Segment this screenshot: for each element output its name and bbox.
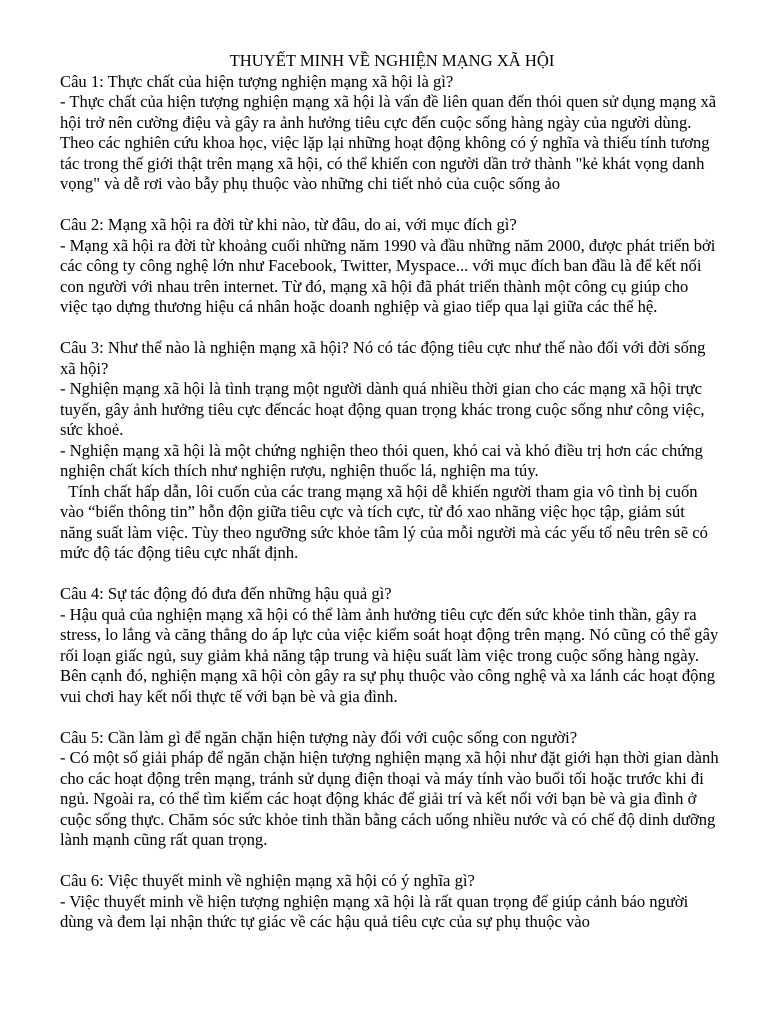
answer-paragraph: - Việc thuyết minh về hiện tượng nghiện mạng xã hội là rất quan trọng để giúp cảnh báo người dùng và đem lại nhận thức tự giác về các hậu quả tiêu cực của sự phụ thuộc vào xyxy=(60,891,689,931)
answer-paragraph: - Nghiện mạng xã hội là tình trạng một người dành quá nhiều thời gian cho các mạng xã hội trực tuyến, gây ảnh hưởng tiêu cực đếncác hoạt động quan trọng khác trong cuộc sống như công việc, sức khoẻ. xyxy=(60,379,705,439)
answer-paragraph: - Nghiện mạng xã hội là một chứng nghiện theo thói quen, khó cai và khó điều trị hơn các chứng nghiện chất kích thích như nghiện rượu, nghiện thuốc lá, nghiện ma túy. xyxy=(60,440,703,480)
question-heading: Câu 1: Thực chất của hiện tượng nghiện mạng xã hội là gì? xyxy=(60,71,454,91)
section-5 xyxy=(60,728,720,851)
document-title: THUYẾT MINH VỀ NGHIỆN MẠNG XÃ HỘI xyxy=(229,51,555,70)
answer-paragraph: - Có một số giải pháp để ngăn chặn hiện tượng nghiện mạng xã hội như đặt giới hạn thời gian dành cho các hoạt động trên mạng, tránh sử dụng điện thoại và máy tính vào buổi tối hoặc trước khi đi ngủ. Ngoài ra, có thể tìm kiếm các hoạt động khác để giải trí và kết nối với bạn bè và gia đình ở cuộc sống thực. Chăm sóc sức khỏe tinh thần bằng cách uống nhiều nước và có chế độ dinh dưỡng lành mạnh cũng rất quan trọng. xyxy=(60,748,719,849)
question-heading: Câu 3: Như thế nào là nghiện mạng xã hội? Nó có tác động tiêu cực như thế nào đối với đời sống xã hội? xyxy=(60,338,706,378)
section-1 xyxy=(60,72,720,195)
question-heading: Câu 6: Việc thuyết minh về nghiện mạng xã hội có ý nghĩa gì? xyxy=(60,871,475,890)
question-heading: Câu 5: Cần làm gì để ngăn chặn hiện tượng này đối với cuộc sống con người? xyxy=(60,727,578,747)
document-page xyxy=(60,51,720,953)
answer-paragraph: - Thực chất của hiện tượng nghiện mạng xã hội là vấn đề liên quan đến thói quen sử dụng mạng xã hội trở nên cường điệu và gây ra ảnh hưởng tiêu cực đến cuộc sống hàng ngày của người dùng. Theo các nghiên cứu khoa học, việc lặp lại những hoạt động không có ý nghĩa và thiếu tính tương tác trong thế giới thật trên mạng xã hội, có thể khiến con người dần trở thành "kẻ khát vọng danh vọng" và dễ rơi vào bẫy phụ thuộc vào những chi tiết nhỏ của cuộc sống ảo xyxy=(60,92,717,193)
section-3 xyxy=(60,338,720,564)
answer-paragraph: Tính chất hấp dẫn, lôi cuốn của các trang mạng xã hội dễ khiến người tham gia vô tình bị cuốn vào “biển thông tin” hỗn độn giữa tiêu cực và tích cực, từ đó xao nhãng việc học tập, giảm sút năng suất làm việc. Tùy theo ngưỡng sức khỏe tâm lý của mỗi người mà các yếu tố nêu trên sẽ có mức độ tác động tiêu cực nhất định. xyxy=(60,481,713,562)
section-2 xyxy=(60,215,720,318)
answer-paragraph: - Mạng xã hội ra đời từ khoảng cuối những năm 1990 và đầu những năm 2000, được phát triển bởi các công ty công nghệ lớn như Facebook, Twitter, Myspace... với mục đích ban đầu là để kết nối con người với nhau trên internet. Từ đó, mạng xã hội đã phát triển thành một công cụ giúp cho việc tạo dựng thương hiệu cá nhân hoặc doanh nghiệp và giao tiếp qua lại giữa các thế hệ. xyxy=(60,235,716,316)
section-6 xyxy=(60,871,720,933)
question-heading: Câu 4: Sự tác động đó đưa đến những hậu quả gì? xyxy=(60,584,392,603)
section-4 xyxy=(60,584,720,707)
answer-paragraph: - Hậu quả của nghiện mạng xã hội có thể làm ảnh hưởng tiêu cực đến sức khỏe tinh thần, gây ra stress, lo lắng và căng thẳng do áp lực của việc kiểm soát hoạt động trên mạng. Nó cũng có thể gây rối loạn giấc ngủ, suy giảm khả năng tập trung và hiệu suất làm việc trong cuộc sống hàng ngày. Bên cạnh đó, nghiện mạng xã hội còn gây ra sự phụ thuộc vào công nghệ và xa lánh các hoạt động vui chơi hay kết nối thực tế với bạn bè và gia đình. xyxy=(60,604,719,706)
question-heading: Câu 2: Mạng xã hội ra đời từ khi nào, từ đâu, do ai, với mục đích gì? xyxy=(60,215,517,234)
